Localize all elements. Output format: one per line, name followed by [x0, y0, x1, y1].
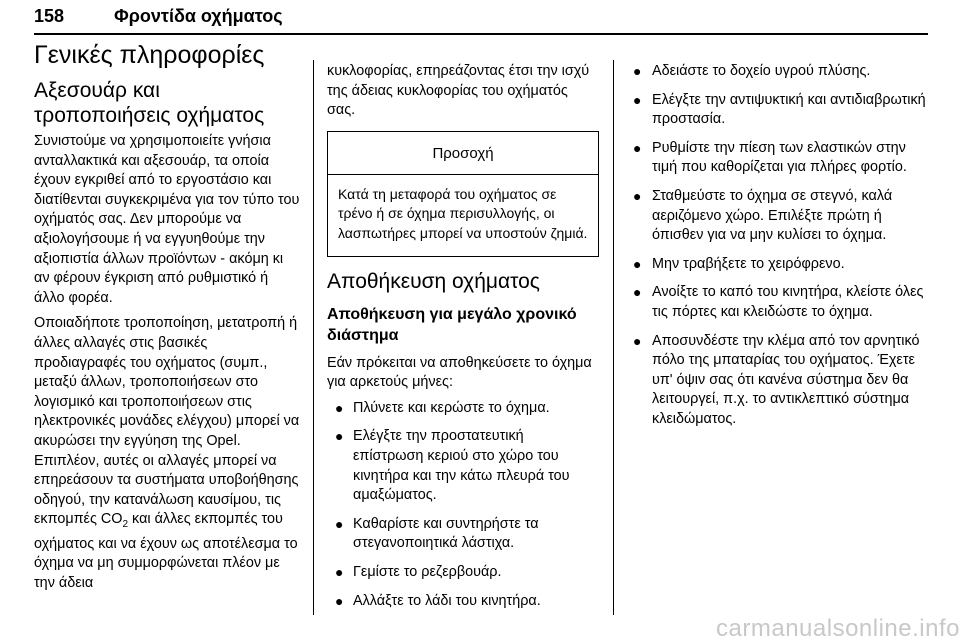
- column-divider-1: [313, 60, 314, 615]
- column-1: [34, 40, 302, 600]
- paragraph-1: Συνιστούμε να χρησιμοποιείτε γνήσια ανταλλακτικά και αξεσουάρ, τα οποία έχουν εγκριθεί από το εργοστάσιο και διατίθενται συγκεκριμένα για τον τύπο του οχήματός σας. Δεν μπορούμε να αξιολογήσουμε ή να εγγυηθούμε την αξιοπιστία άλλων προϊόντων - ακόμη κι αν φέρουν έγκριση από ρυθμιστικό ή άλλο φορέα.: [34, 133, 300, 306]
- header-rule: [34, 33, 928, 35]
- bullet-icon: ●: [633, 187, 642, 204]
- storage-list-cont: [628, 62, 928, 430]
- paragraph-continued: κυκλοφορίας, επηρεάζοντας έτσι την ισχύ της άδειας κυκλοφορίας του οχήματός σας.: [327, 63, 590, 119]
- caution-text: Κατά τη μεταφορά του οχήματος σε τρένο ή σε όχημα περισυλλογής, οι λασπωτήρες μπορεί να υποστούν ζημιά.: [338, 185, 588, 241]
- bullet-icon: ●: [633, 332, 642, 349]
- bullet-icon: ●: [335, 563, 344, 580]
- watermark: carmanualsonline.info: [716, 615, 960, 642]
- section-subtitle: Αξεσουάρ και τροποποιήσεις οχήματος: [34, 79, 265, 127]
- bullet-icon: ●: [335, 515, 344, 532]
- page-number: 158: [34, 6, 65, 26]
- list-item: ● Μην τραβήξετε το χειρόφρενο.: [628, 255, 928, 275]
- caution-box: [327, 131, 599, 257]
- bullet-icon: ●: [335, 592, 344, 609]
- list-item: ● Ανοίξτε το καπό του κινητήρα, κλείστε όλες τις πόρτες και κλειδώστε το όχημα.: [633, 284, 924, 320]
- column-2: [327, 62, 597, 620]
- bullet-icon: ●: [633, 63, 642, 79]
- bullet-icon: ●: [633, 139, 642, 156]
- list-item: ● Ελέγξτε την προστατευτική επίστρωση κεριού στο χώρο του κινητήρα και την κάτω πλευρά του αμαξώματος.: [335, 428, 570, 504]
- long-storage-subtitle: Αποθήκευση για μεγάλο χρονικό διάστημα: [327, 305, 577, 344]
- subscript: 2: [122, 519, 129, 531]
- column-divider-2: [613, 60, 614, 615]
- storage-intro: Εάν πρόκειται να αποθηκεύσετε το όχημα για αρκετούς μήνες:: [327, 354, 592, 391]
- storage-list: [327, 399, 597, 611]
- bullet-icon: ●: [633, 91, 642, 108]
- paragraph-2: [34, 314, 302, 593]
- list-item: ● Αλλάξτε το λάδι του κινητήρα.: [327, 592, 597, 612]
- bullet-icon: ●: [335, 428, 344, 445]
- list-item: ● Σταθμεύστε το όχημα σε στεγνό, καλά αεριζόμενο χώρο. Επιλέξτε πρώτη ή όπισθεν για να μην κυλίσει το όχημα.: [633, 187, 893, 244]
- list-item: ● Καθαρίστε και συντηρήστε τα στεγανοποιητικά λάστιχα.: [335, 515, 539, 552]
- list-item: ● Γεμίστε το ρεζερβουάρ.: [327, 563, 597, 583]
- column-3: [628, 62, 928, 439]
- page-title: Γενικές πληροφορίες: [34, 41, 265, 69]
- caution-title: Προσοχή: [328, 132, 598, 175]
- list-item: ● Πλύνετε και κερώστε το όχημα.: [327, 399, 597, 419]
- list-item: ● Αποσυνδέστε την κλέμα από τον αρνητικό πόλο της μπαταρίας του οχήματος. Έχετε υπ' όψιν σας ότι κανένα σύστημα δεν θα λειτουργεί, π.χ. το αντικλεπτικό σύστημα κλειδώματος.: [633, 332, 920, 427]
- page-header: [34, 5, 283, 27]
- list-item: ● Αδειάστε το δοχείο υγρού πλύσης.: [628, 62, 928, 82]
- list-item: ● Ρυθμίστε την πίεση των ελαστικών στην τιμή που καθορίζεται για πλήρες φορτίο.: [633, 139, 907, 176]
- section-name: Φροντίδα οχήματος: [114, 6, 283, 26]
- bullet-icon: ●: [633, 255, 642, 272]
- paragraph-2-text-cont: και άλλες εκπομπές του οχήματος και να έχουν ως αποτέλεσμα το όχημα να μη συμμορφώνεται πλέον με την άδεια: [34, 511, 298, 591]
- bullet-icon: ●: [633, 284, 642, 301]
- storage-title: Αποθήκευση οχήματος: [327, 269, 540, 293]
- paragraph-2-text: Οποιαδήποτε τροποποίηση, μετατροπή ή άλλες αλλαγές στις βασικές προδιαγραφές του οχήματος (συμπ., μεταξύ άλλων, τροποποιήσεων στο λογισμικό και τροποποιήσεων στις ηλεκτρονικές μονάδες ελέγχου) μπορεί να ακυρώσει την εγγύηση της Opel. Επιπλέον, αυτές οι αλλαγές μπορεί να επηρεάσουν τα συστήματα υποβοήθησης οδηγού, την κατανάλωση καυσίμου, τις εκπομπές CO: [34, 315, 300, 528]
- bullet-icon: ●: [335, 399, 344, 416]
- list-item: ● Ελέγξτε την αντιψυκτική και αντιδιαβρωτική προστασία.: [633, 91, 926, 128]
